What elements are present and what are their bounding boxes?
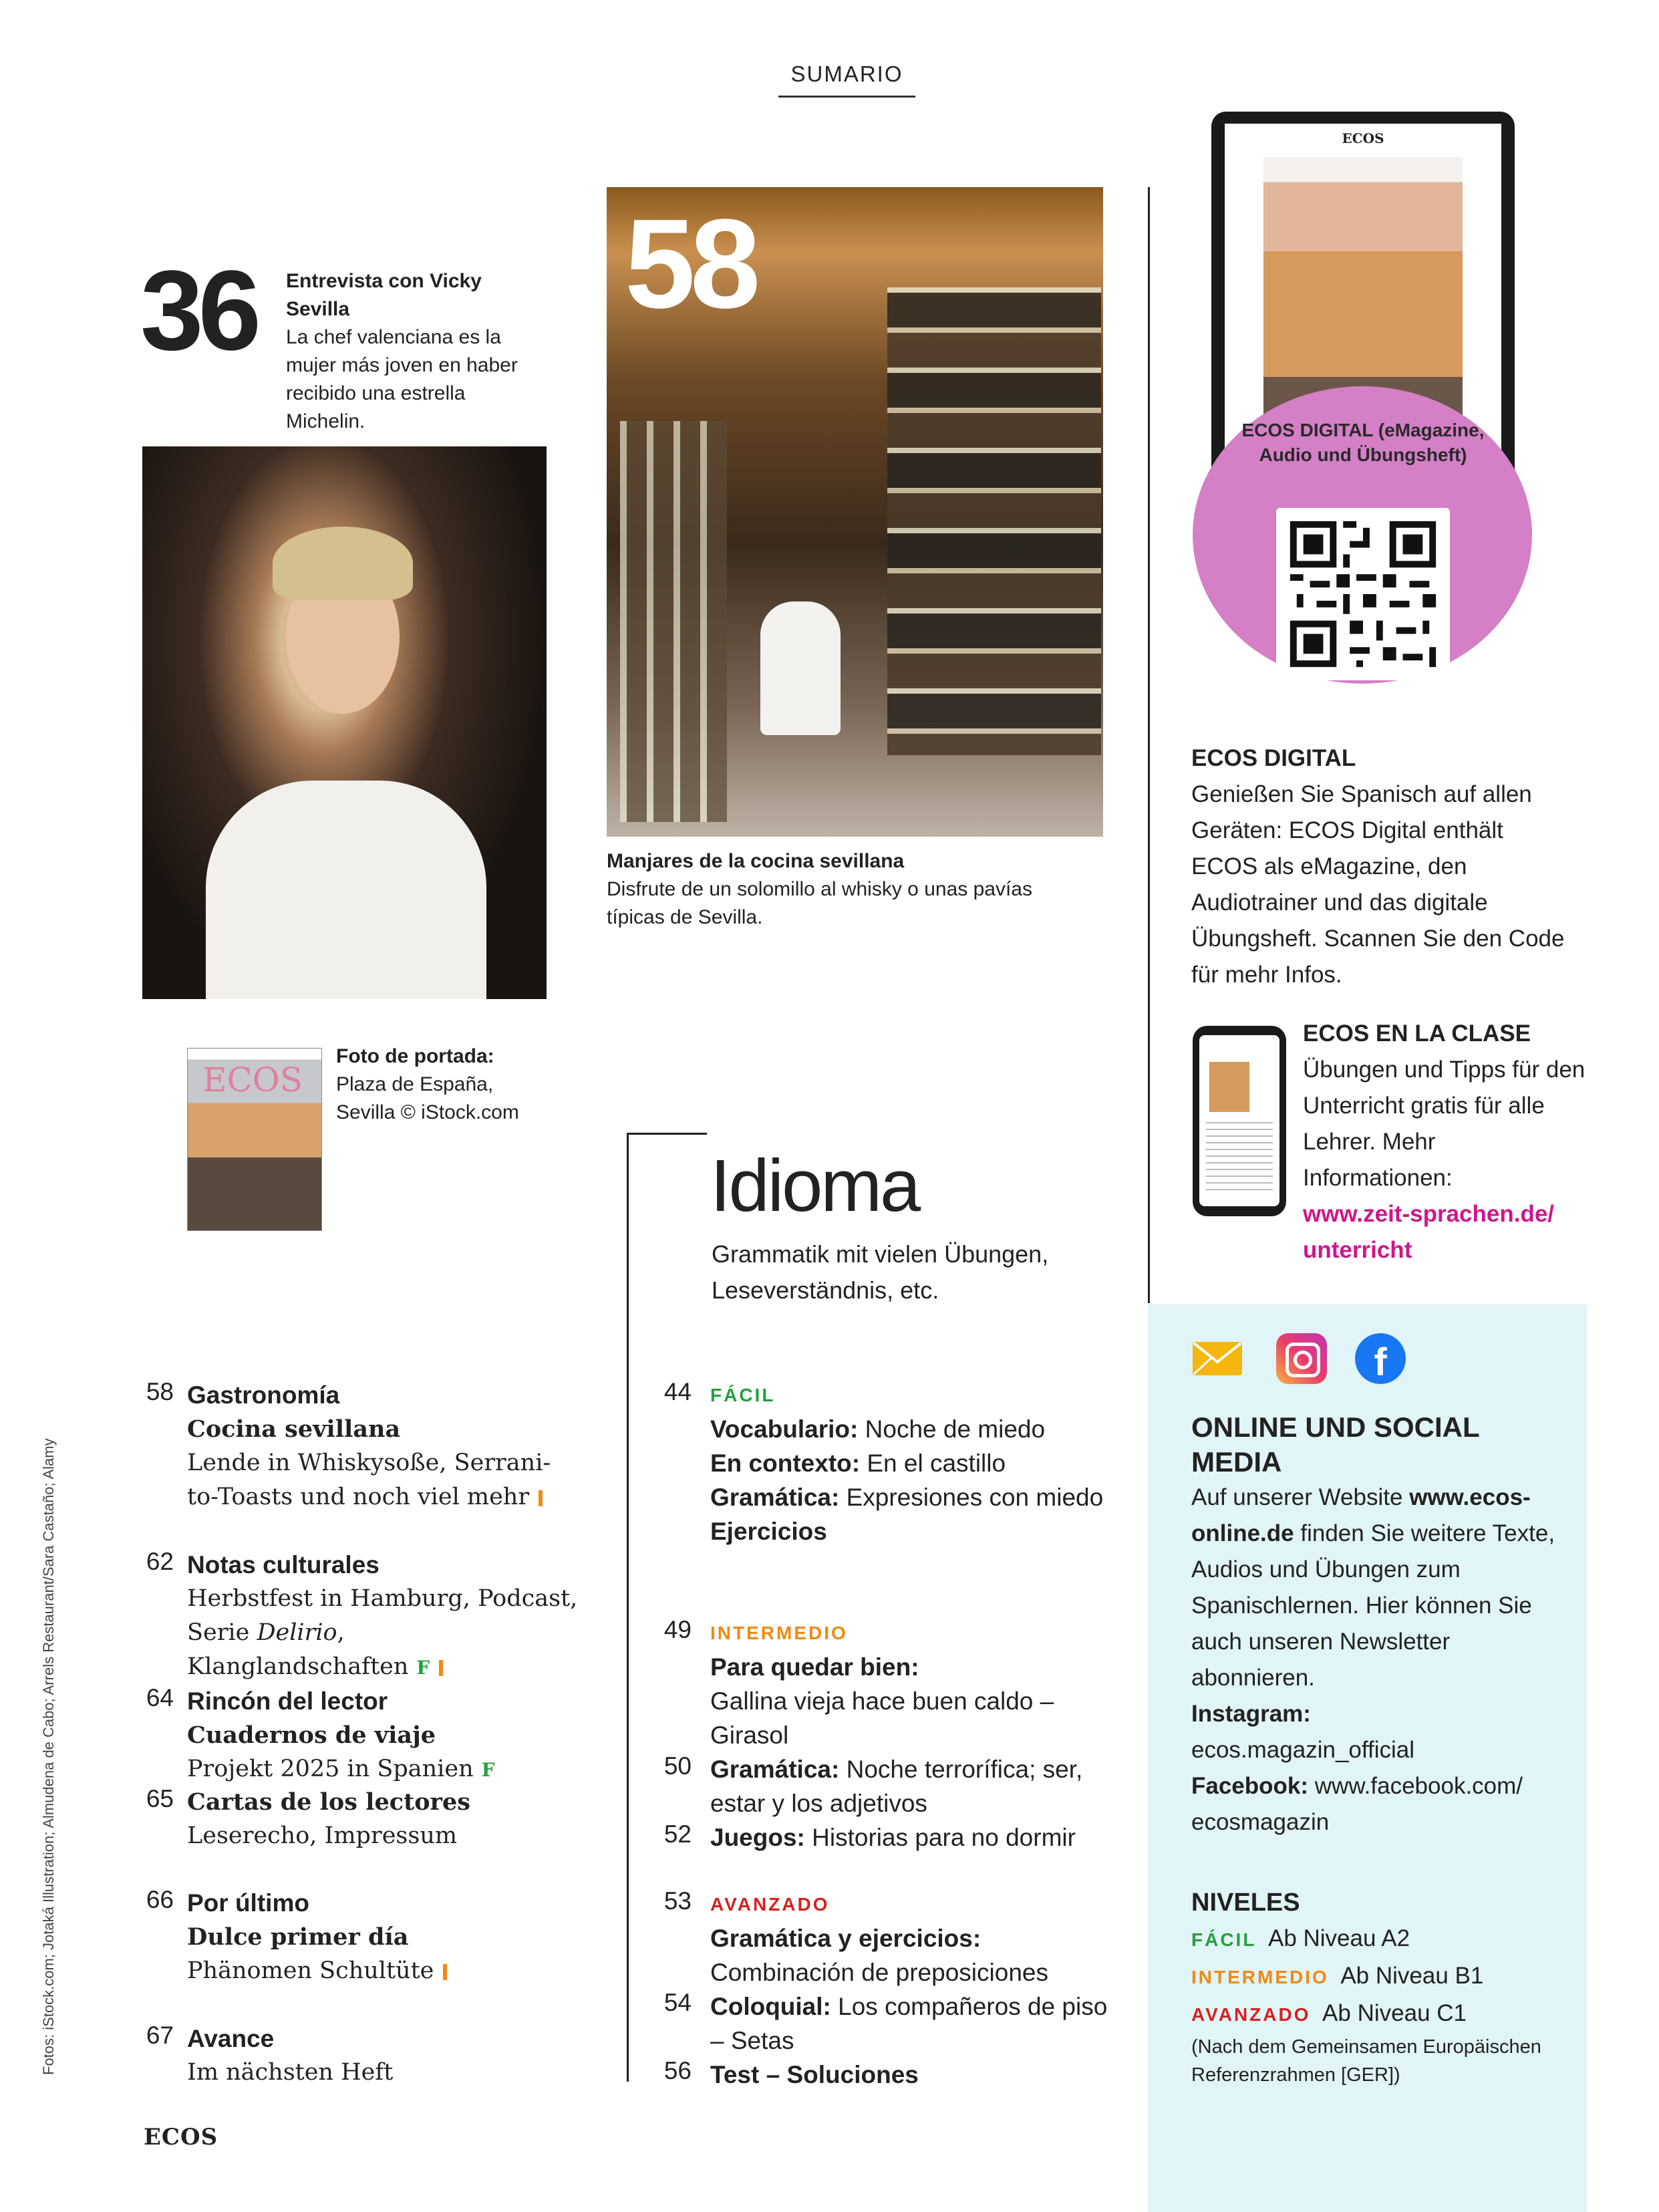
phone-thumbnail bbox=[1209, 1062, 1249, 1112]
qr-code-graphic bbox=[1276, 508, 1450, 680]
nivel-item: INTERMEDIO Ab Niveau B1 bbox=[1191, 1963, 1484, 1989]
niveles-section bbox=[1191, 1885, 1565, 2089]
column-divider bbox=[1148, 187, 1150, 1303]
toc-page: 52 bbox=[663, 1820, 692, 1848]
toc-page: 44 bbox=[663, 1378, 692, 1405]
digital-info bbox=[1191, 740, 1565, 993]
cover-thumbnail bbox=[187, 1048, 322, 1231]
instagram-icon[interactable] bbox=[1276, 1333, 1327, 1384]
chef-jacket bbox=[206, 781, 486, 999]
cover-description: Plaza de España, Sevilla © iStock.com bbox=[336, 1073, 519, 1123]
facebook-icon[interactable]: f bbox=[1355, 1333, 1406, 1384]
feature-description: Disfrute de un solomillo al whisky o unas pavías típicas de Sevilla. bbox=[607, 878, 1032, 928]
niveles-title: NIVELES bbox=[1191, 1889, 1300, 1917]
toc-entry[interactable]: Gastronomía Cocina sevillana Lende in Whiskysoße, Serranito-Toasts und noch viel mehr bbox=[187, 1381, 551, 1510]
toc-entry[interactable]: FÁCIL Vocabulario: Noche de miedo En contexto: En el castillo Gramática: Expresiones con miedo Ejercicios bbox=[710, 1385, 1104, 1545]
chef-hair bbox=[273, 527, 413, 600]
header-rule bbox=[778, 96, 915, 98]
cover-logo: ECOS bbox=[202, 1061, 303, 1099]
clase-info bbox=[1303, 1016, 1590, 1268]
feature-title: Manjares de la cocina sevillana bbox=[607, 850, 905, 872]
mail-icon[interactable] bbox=[1191, 1337, 1243, 1381]
instagram-handle[interactable]: ecos.magazin_official bbox=[1191, 1737, 1414, 1763]
chef-photo bbox=[142, 446, 547, 999]
qr-code[interactable] bbox=[1276, 508, 1450, 680]
toc-entry[interactable]: AVANZADO Gramática y ejercicios: Combinación de preposiciones Coloquial: Los compañeros de piso – Setas Test – Soluciones bbox=[710, 1894, 1108, 2088]
feature-page-number: 58 bbox=[625, 193, 756, 335]
feature-title: Entrevista con Vicky Sevilla bbox=[286, 270, 482, 320]
phone-screen bbox=[1199, 1035, 1279, 1206]
column-divider bbox=[627, 1133, 707, 1135]
feature-text bbox=[286, 267, 540, 436]
nivel-item: FÁCIL Ab Niveau A2 bbox=[1191, 1925, 1410, 1951]
photo-credit: Fotos: iStock.com; Jotaká Illustration; Almudena de Cabo; Arrels Restaurant/Sara Castaño; Alamy bbox=[40, 1438, 57, 2075]
toc-page: 58 bbox=[146, 1378, 174, 1405]
phone-device bbox=[1193, 1026, 1286, 1216]
digital-title: ECOS DIGITAL bbox=[1191, 745, 1356, 771]
clase-description: Übungen und Tipps für den Unterricht gratis für alle Lehrer. Mehr Informationen: bbox=[1303, 1057, 1586, 1191]
toc-entry[interactable]: Rincón del lector Cuadernos de viaje Projekt 2025 in Spanien F bbox=[187, 1687, 495, 1782]
footer-logo: ECOS bbox=[144, 2124, 218, 2151]
toc-page: 50 bbox=[663, 1752, 692, 1780]
facebook-line: Facebook: www.facebook.com/ ecosmagazin bbox=[1191, 1773, 1523, 1835]
facebook-link[interactable]: www.facebook.com/ ecosmagazin bbox=[1191, 1773, 1523, 1835]
clase-link[interactable]: www.zeit-sprachen.de/ unterricht bbox=[1303, 1201, 1555, 1263]
digital-circle-label: ECOS DIGITAL (eMagazine, Audio und Übungsheft) bbox=[1241, 420, 1485, 465]
toc-page: 49 bbox=[663, 1616, 692, 1643]
cover-title: Foto de portada: bbox=[336, 1045, 494, 1067]
feature-description: La chef valenciana es la mujer más joven en haber recibido una estrella Michelin. bbox=[286, 326, 518, 432]
toc-entry[interactable]: Avance Im nächsten Heft bbox=[187, 2025, 394, 2086]
idioma-subtitle: Grammatik mit vielen Übungen, Leseverständnis, etc. bbox=[712, 1240, 1049, 1304]
waiter bbox=[760, 601, 841, 735]
clase-title: ECOS EN LA CLASE bbox=[1303, 1020, 1531, 1047]
shelf-bottles bbox=[887, 287, 1101, 755]
toc-page: 62 bbox=[146, 1548, 174, 1575]
online-info bbox=[1191, 1410, 1565, 1840]
instagram-line: Instagram: ecos.magazin_official bbox=[1191, 1701, 1414, 1763]
toc-page: 64 bbox=[146, 1684, 174, 1711]
idioma-title: Idioma bbox=[710, 1145, 919, 1227]
online-description: Auf unserer Website www.ecos-online.de finden Sie weitere Texte, Audios und Übungen zum Spanischlernen. Hier können Sie auch unseren Newsletter abonnieren. bbox=[1191, 1484, 1555, 1691]
shelf-left bbox=[620, 421, 727, 822]
nivel-item: AVANZADO Ab Niveau C1 bbox=[1191, 2000, 1467, 2026]
toc-entry[interactable]: Cartas de los lectores Leserecho, Impressum bbox=[187, 1788, 470, 1849]
header-label: SUMARIO bbox=[790, 61, 903, 86]
feature-text bbox=[607, 847, 1034, 932]
tablet-logo: ECOS bbox=[1342, 130, 1384, 146]
online-title: ONLINE UND SOCIAL MEDIA bbox=[1191, 1411, 1479, 1478]
toc-entry[interactable]: Notas culturales Herbstfest in Hamburg, Podcast, Serie Delirio, Klanglandschaften F bbox=[187, 1551, 578, 1680]
digital-description: Genießen Sie Spanisch auf allen Geräten: ECOS Digital enthält ECOS als eMagazine, den Audiotrainer und das digitale Übungsheft. Scannen Sie den Code für mehr Infos. bbox=[1191, 781, 1565, 988]
toc-entry[interactable]: Por último Dulce primer día Phänomen Schultüte bbox=[187, 1886, 588, 1988]
toc-page: 65 bbox=[146, 1785, 174, 1812]
toc-page: 54 bbox=[663, 1989, 692, 2016]
toc-page: 66 bbox=[146, 1886, 174, 1913]
phone-text-lines bbox=[1206, 1122, 1273, 1196]
toc-entry[interactable]: INTERMEDIO Para quedar bien: Gallina vieja hace buen caldo – Girasol Gramática: Noche terrorífica; ser, estar y los adjetivos Juegos: Historias para no dormir bbox=[710, 1623, 1083, 1851]
toc-page: 53 bbox=[663, 1887, 692, 1915]
toc-page: 56 bbox=[663, 2057, 692, 2084]
website-link[interactable]: www.ecos-online.de bbox=[1191, 1484, 1531, 1546]
feature-page-number: 36 bbox=[140, 247, 257, 374]
niveles-note: (Nach dem Gemeinsamen Europäischen Referenzrahmen [GER]) bbox=[1191, 2036, 1541, 2086]
cover-caption bbox=[336, 1043, 537, 1127]
toc-page: 67 bbox=[146, 2022, 174, 2049]
column-divider bbox=[627, 1133, 629, 2082]
